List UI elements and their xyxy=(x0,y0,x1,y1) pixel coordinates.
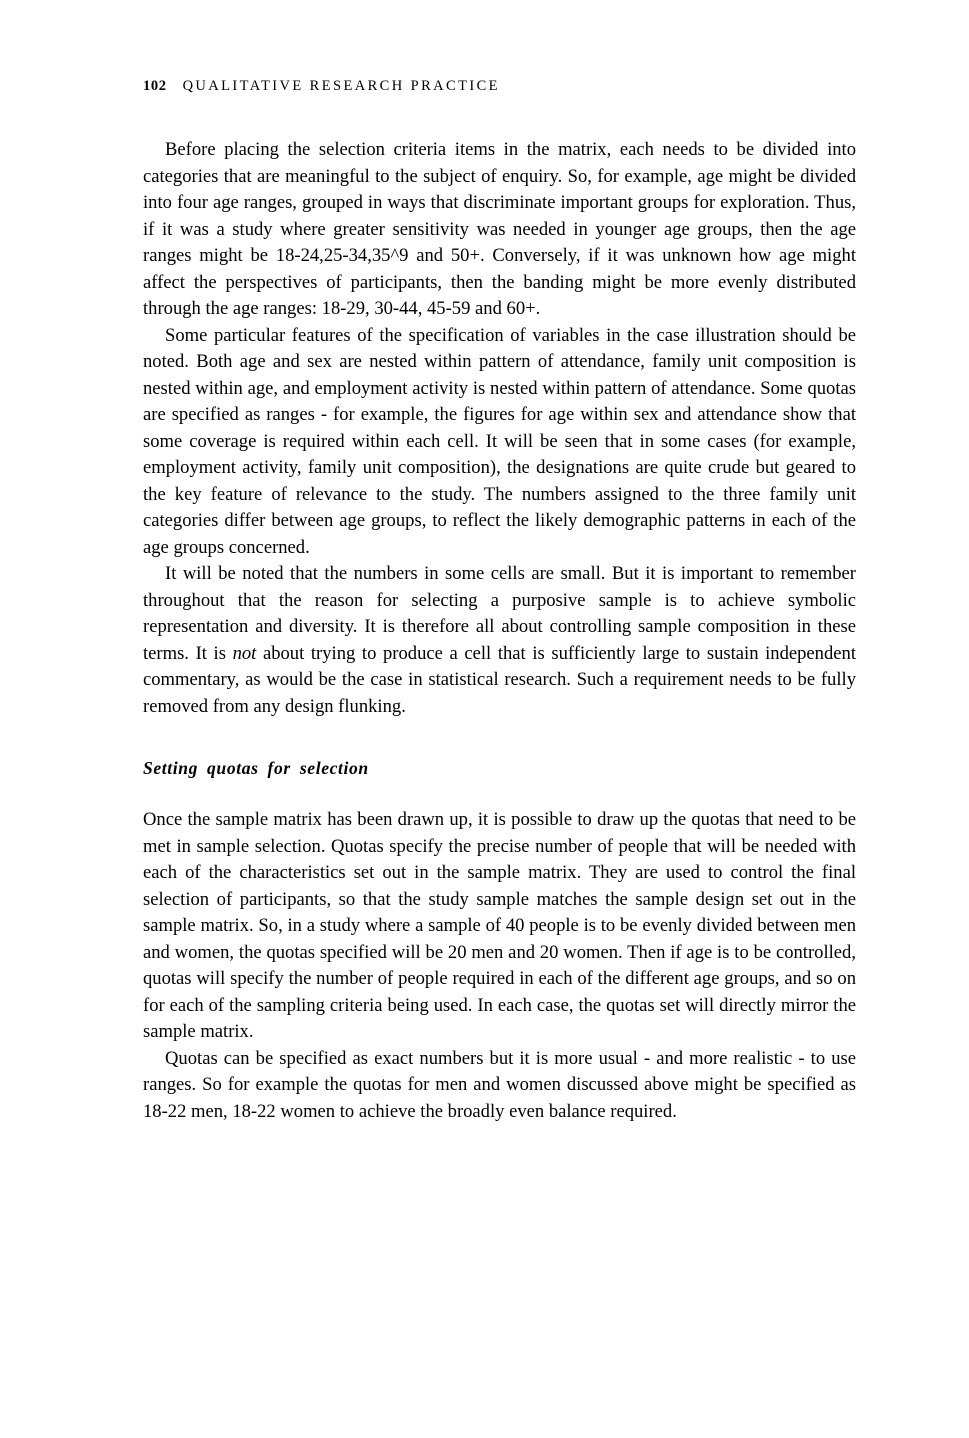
paragraph-3-text-before: It will be noted that the numbers in some cells are small. But it is important to remember throughout that the reason for selecting a purposive sample is to achieve symbolic representation and diversity. It is therefore all about controlling sample composition in these terms. It is xyxy=(143,563,856,664)
page-number: 102 xyxy=(143,78,167,94)
running-head xyxy=(143,78,856,95)
paragraph-3-emphasis: not xyxy=(232,642,257,664)
paragraph-3 xyxy=(143,561,856,720)
paragraph-2: Some particular features of the specification of variables in the case illustration should be noted. Both age and sex are nested within pattern of attendance, family unit composition is nested within age, and employment activity is nested within pattern of attendance. Some quotas are specified as ranges - for example, the figures for age within sex and attendance show that some coverage is required within each cell. It will be seen that in some cases (for example, employment activity, family unit composition), the designations are quite crude but geared to the key feature of relevance to the study. The numbers assigned to the three family unit categories differ between age groups, to reflect the likely demographic patterns in each of the age groups concerned. xyxy=(143,324,856,558)
book-title: QUALITATIVE RESEARCH PRACTICE xyxy=(182,78,500,94)
paragraph-1: Before placing the selection criteria items in the matrix, each needs to be divided into categories that are meaningful to the subject of enquiry. So, for example, age might be divided into four age ranges, grouped in ways that discriminate important groups for exploration. Thus, if it was a study where greater sensitivity was needed in younger age groups, then the age ranges might be 18-24,25-34,35^9 and 50+. Conversely, if it was unknown how age might affect the perspectives of participants, then the banding might be more evenly distributed through the age ranges: 18-29, 30-44, 45-59 and 60+. xyxy=(143,139,856,319)
paragraph-5: Quotas can be specified as exact numbers but it is more usual - and more realistic - to use ranges. So for example the quotas for men and women discussed above might be specified as 18-22 men, 18-22 women to achieve the broadly even balance required. xyxy=(143,1047,856,1122)
paragraph-4: Once the sample matrix has been drawn up, it is possible to draw up the quotas that need to be met in sample selection. Quotas specify the precise number of people that will be needed with each of the characteristics set out in the sample matrix. They are used to control the final selection of participants, so that the study sample matches the sample design set out in the sample matrix. So, in a study where a sample of 40 people is to be evenly divided between men and women, the quotas specified will be 20 men and 20 women. Then if age is to be controlled, quotas will specify the number of people required in each of the different age groups, and so on for each of the sampling criteria being used. In each case, the quotas set will directly mirror the sample matrix. xyxy=(143,809,856,1042)
section-subheading: Setting quotas for selection xyxy=(143,758,369,778)
paragraph-3-text-after: about trying to produce a cell that is sufficiently large to sustain independent commentary, as would be the case in statistical research. Such a requirement needs to be fully removed from any design flunking. xyxy=(143,642,856,717)
